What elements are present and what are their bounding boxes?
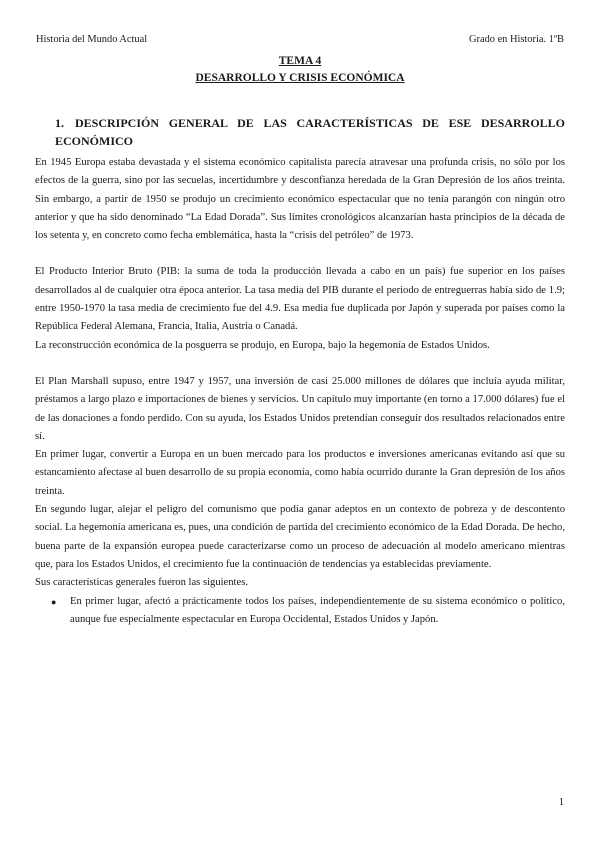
section-heading-text: DESCRIPCIÓN GENERAL DE LAS CARACTERÍSTICAS DE ESE DESARROLLO ECONÓMICO	[55, 116, 565, 148]
title-block	[0, 53, 600, 87]
body-text	[35, 154, 565, 629]
paragraph: La reconstrucción económica de la posguerra se produjo, en Europa, bajo la hegemonía de Estados Unidos.	[35, 339, 490, 351]
paragraph: En segundo lugar, alejar el peligro del comunismo que podía ganar adeptos en un contexto de pobreza y de descontento social. La hegemonía americana es, pues, una condición de partida del crecimiento económico de la Edad Dorada. De hecho, buena parte de la expansión europea puede caracterizarse como un proceso de adecuación al modelo americano mientras que, para los Estados Unidos, el crecimiento fue la continuación de tendencias ya establecidas previamente.	[35, 504, 565, 570]
paragraph: En primer lugar, convertir a Europa en un buen mercado para los productos e inversiones americanas evitando así que su estancamiento afectase al buen desarrollo de su propia economía, como había ocurrido durante la Gran depresión de los años treinta.	[35, 449, 565, 497]
topic-number: TEMA 4	[278, 55, 322, 67]
list-item	[35, 593, 565, 630]
section-number: 1.	[55, 116, 64, 130]
header-course: Historia del Mundo Actual	[36, 34, 148, 45]
paragraph: En 1945 Europa estaba devastada y el sistema económico capitalista parecía atravesar una profunda crisis, no sólo por los efectos de la guerra, sino por las secuelas, incertidumbre y desconfianza heredada de la Gran Depresión de los años treinta. Sin embargo, a partir de 1950 se produjo un crecimiento económico espectacular que no tenía parangón con ningún otro anterior y que ha sido denominado “La Edad Dorada”. Sus límites cronológicos alcanzarían hasta principios de la década de los setenta y, en concreto como fecha emblemática, hasta la “crisis del petróleo” de 1973.	[35, 157, 565, 242]
page-number: 1	[558, 797, 564, 808]
bullet-icon: ●	[51, 596, 57, 607]
list-item-text: En primer lugar, afectó a prácticamente todos los países, independientemente de su sistema económico o político, aunque fue especialmente espectacular en Europa Occidental, Estados Unidos y Japón.	[70, 595, 565, 625]
paragraph: El Plan Marshall supuso, entre 1947 y 1957, una inversión de casi 25.000 millones de dólares que incluía ayuda militar, préstamos a largo plazo e importaciones de bienes y servicios. Un capítulo muy importante (en torno a 17.000 dólares) fue el de las donaciones a fondo perdido. Con su ayuda, los Estados Unidos pretendían conseguir dos resultados relacionados entre sí.	[35, 375, 565, 442]
paragraph: El Producto Interior Bruto (PIB: la suma de toda la producción llevada a cabo en un país) fue superior en los países desarrollados al de cualquier otra época anterior. La tasa media del PIB durante el periodo de entreguerras había sido de 1.9; entre 1950-1970 la tasa media de crecimiento fue del 4.9. Esa media fue duplicada por Japón y superada por países como la República Federal Alemana, Francia, Italia, Austria o Canadá.	[35, 266, 565, 333]
header-degree: Grado en Historia. 1ºB	[469, 34, 564, 45]
topic-title: DESARROLLO Y CRISIS ECONÓMICA	[195, 72, 405, 84]
section-heading	[55, 114, 565, 150]
paragraph: Sus características generales fueron las siguientes.	[35, 577, 248, 589]
